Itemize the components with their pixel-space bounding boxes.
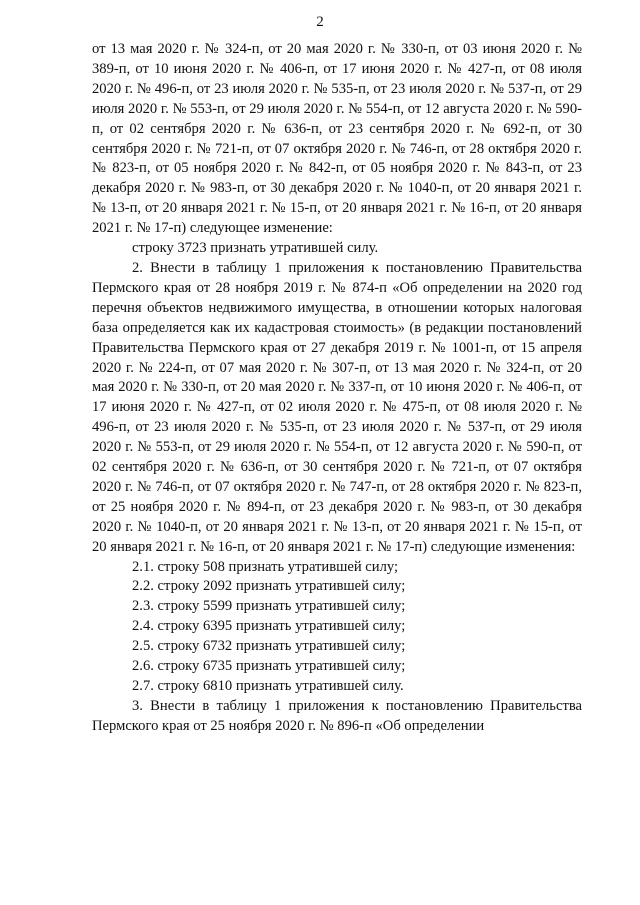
list-item: 2.3. строку 5599 признать утратившей силу;: [132, 598, 406, 615]
list-item: 2.5. строку 6732 признать утратившей силу;: [132, 638, 406, 655]
list-item: 2.1. строку 508 признать утратившей силу;: [132, 558, 399, 575]
paragraph-line-3723: строку 3723 признать утратившей силу.: [132, 240, 379, 257]
list-item: 2.4. строку 6395 признать утратившей силу;: [132, 618, 406, 635]
document-body: [92, 40, 582, 737]
paragraph-item-2: 2. Внести в таблицу 1 приложения к постановлению Правительства Пермского края от 28 ноября 2019 г. № 874-п «Об определении на 2020 год перечня объектов недвижимого имущества, в отношении которых налоговая база определяется как их кадастровая стоимость» (в редакции постановлений Правительства Пермского края от 27 декабря 2019 г. № 1001-п, от 15 апреля 2020 г. № 224-п, от 07 мая 2020 г. № 307-п, от 13 мая 2020 г. № 324-п, от 20 мая 2020 г. № 330-п, от 20 мая 2020 г. № 337-п, от 10 июня 2020 г. № 406-п, от 17 июня 2020 г. № 427-п, от 02 июля 2020 г. № 475-п, от 08 июля 2020 г. № 496-п, от 23 июля 2020 г. № 535-п, от 23 июля 2020 г. № 537-п, от 29 июля 2020 г. № 553-п, от 29 июля 2020 г. № 554-п, от 12 августа 2020 г. № 590-п, от 02 сентября 2020 г. № 636-п, от 30 сентября 2020 г. № 721-п, от 07 октября 2020 г. № 746-п, от 07 октября 2020 г. № 747-п, от 28 октября 2020 г. № 823-п, от 25 ноября 2020 г. № 894-п, от 23 декабря 2020 г. № 983-п, от 30 декабря 2020 г. № 1040-п, от 20 января 2021 г. № 13-п, от 20 января 2021 г. № 15-п, от 20 января 2021 г. № 16-п, от 20 января 2021 г. № 17-п) следующие изменения:: [92, 259, 582, 555]
paragraph-continuation: от 13 мая 2020 г. № 324-п, от 20 мая 2020 г. № 330-п, от 03 июня 2020 г. № 389-п, от 10 июня 2020 г. № 406-п, от 17 июня 2020 г. № 427-п, от 08 июля 2020 г. № 496-п, от 23 июля 2020 г. № 535-п, от 23 июля 2020 г. № 537-п, от 29 июля 2020 г. № 553-п, от 29 июля 2020 г. № 554-п, от 12 августа 2020 г. № 590-п, от 02 сентября 2020 г. № 636-п, от 23 сентября 2020 г. № 692-п, от 30 сентября 2020 г. № 721-п, от 07 октября 2020 г. № 746-п, от 28 октября 2020 г. № 823-п, от 05 ноября 2020 г. № 842-п, от 05 ноября 2020 г. № 843-п, от 23 декабря 2020 г. № 983-п, от 30 декабря 2020 г. № 1040-п, от 20 января 2021 г. № 13-п, от 20 января 2021 г. № 15-п, от 20 января 2021 г. № 16-п, от 20 января 2021 г. № 17-п) следующее изменение:: [92, 41, 582, 237]
list-item: 2.6. строку 6735 признать утратившей силу;: [132, 658, 406, 675]
list-item: 2.2. строку 2092 признать утратившей силу;: [132, 578, 406, 595]
page-number: 2: [316, 14, 324, 30]
paragraph-item-3: 3. Внести в таблицу 1 приложения к постановлению Правительства Пермского края от 25 ноября 2020 г. № 896-п «Об определении: [92, 697, 582, 734]
list-item: 2.7. строку 6810 признать утратившей силу.: [132, 678, 404, 694]
